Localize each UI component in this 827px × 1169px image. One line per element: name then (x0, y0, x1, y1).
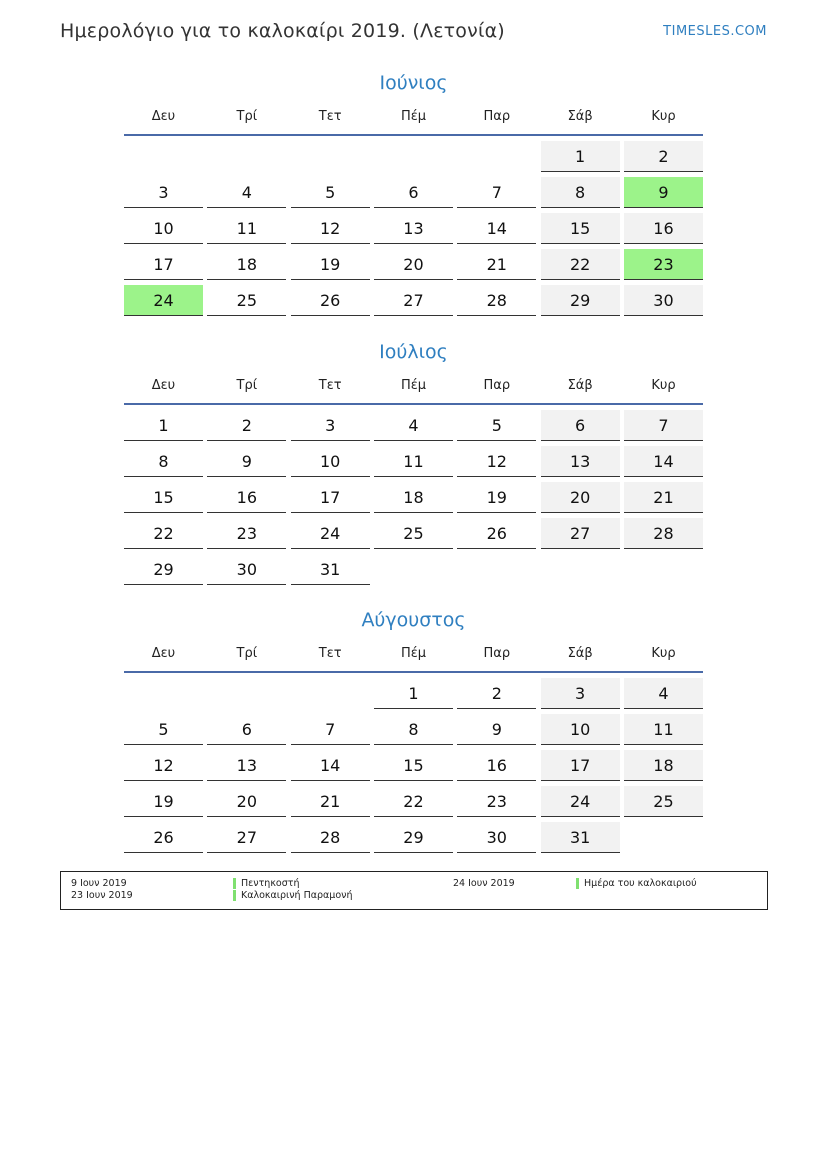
day-cell: 23 (207, 518, 286, 549)
day-cell: 27 (541, 518, 620, 549)
weekday-label: Πέμ (400, 108, 427, 124)
day-cell: 9 (624, 177, 703, 208)
day-cell: 10 (291, 446, 370, 477)
day-cell: 26 (457, 518, 536, 549)
weekday-label: Σάβ (567, 108, 593, 124)
legend-color-marker (233, 878, 236, 889)
day-cell: 1 (541, 141, 620, 172)
day-cell: 17 (541, 750, 620, 781)
day-cell: 6 (374, 177, 453, 208)
day-cell: 28 (624, 518, 703, 549)
day-cell: 20 (207, 786, 286, 817)
empty-cell (457, 141, 536, 172)
month-june (124, 68, 703, 321)
day-cell: 25 (624, 786, 703, 817)
day-cell: 11 (374, 446, 453, 477)
day-cell: 5 (291, 177, 370, 208)
weekday-header (124, 98, 703, 136)
day-cell: 29 (374, 822, 453, 853)
weekday-label: Παρ (483, 108, 511, 124)
day-cell: 16 (457, 750, 536, 781)
day-cell: 24 (541, 786, 620, 817)
weekday-label: Τρί (236, 108, 258, 124)
day-grid (124, 141, 703, 321)
page-title: Ημερολόγιο για το καλοκαίρι 2019. (Λετονία) (60, 20, 505, 42)
empty-cell (291, 678, 370, 709)
month-title: Ιούνιος (379, 72, 448, 94)
day-cell: 13 (541, 446, 620, 477)
day-cell: 14 (457, 213, 536, 244)
day-cell: 15 (541, 213, 620, 244)
day-cell: 31 (291, 554, 370, 585)
day-cell: 31 (541, 822, 620, 853)
day-grid (124, 678, 703, 858)
empty-cell (207, 141, 286, 172)
day-cell: 26 (124, 822, 203, 853)
day-cell: 20 (374, 249, 453, 280)
day-cell: 16 (624, 213, 703, 244)
day-cell: 24 (124, 285, 203, 316)
day-cell: 10 (541, 714, 620, 745)
day-cell: 6 (207, 714, 286, 745)
day-cell: 1 (124, 410, 203, 441)
day-cell: 4 (207, 177, 286, 208)
day-cell: 1 (374, 678, 453, 709)
empty-cell (124, 678, 203, 709)
empty-cell (374, 141, 453, 172)
day-cell: 14 (291, 750, 370, 781)
day-cell: 15 (124, 482, 203, 513)
day-cell: 12 (124, 750, 203, 781)
day-cell: 12 (457, 446, 536, 477)
empty-cell (291, 141, 370, 172)
empty-cell (207, 678, 286, 709)
empty-cell (124, 141, 203, 172)
day-cell: 8 (374, 714, 453, 745)
weekday-label: Κυρ (651, 108, 676, 124)
weekday-label: Τετ (318, 377, 342, 393)
day-cell: 5 (124, 714, 203, 745)
day-cell: 8 (124, 446, 203, 477)
day-cell: 7 (291, 714, 370, 745)
day-cell: 6 (541, 410, 620, 441)
legend-date: 9 Ιουν 2019 (71, 878, 127, 889)
weekday-header (124, 635, 703, 673)
day-cell: 4 (374, 410, 453, 441)
weekday-label: Δευ (151, 377, 176, 393)
day-cell: 5 (457, 410, 536, 441)
day-cell: 14 (624, 446, 703, 477)
weekday-label: Δευ (151, 645, 176, 661)
day-cell: 9 (207, 446, 286, 477)
legend-label: Καλοκαιρινή Παραμονή (241, 890, 353, 901)
weekday-label: Δευ (151, 108, 176, 124)
day-cell: 3 (291, 410, 370, 441)
month-title: Ιούλιος (379, 341, 448, 363)
day-cell: 19 (124, 786, 203, 817)
day-cell: 7 (457, 177, 536, 208)
day-cell: 11 (207, 213, 286, 244)
day-cell: 3 (124, 177, 203, 208)
day-cell: 4 (624, 678, 703, 709)
site-link[interactable]: TIMESLES.COM (663, 24, 767, 39)
day-cell: 27 (207, 822, 286, 853)
day-cell: 9 (457, 714, 536, 745)
weekday-label: Τρί (236, 645, 258, 661)
day-cell: 19 (457, 482, 536, 513)
weekday-label: Παρ (483, 377, 511, 393)
day-cell: 28 (457, 285, 536, 316)
weekday-label: Τετ (318, 108, 342, 124)
day-cell: 13 (374, 213, 453, 244)
day-cell: 13 (207, 750, 286, 781)
day-cell: 3 (541, 678, 620, 709)
day-cell: 23 (624, 249, 703, 280)
weekday-label: Πέμ (400, 645, 427, 661)
weekday-header (124, 367, 703, 405)
weekday-label: Κυρ (651, 377, 676, 393)
day-cell: 29 (541, 285, 620, 316)
day-cell: 2 (457, 678, 536, 709)
day-cell: 15 (374, 750, 453, 781)
day-cell: 21 (624, 482, 703, 513)
legend-color-marker (233, 890, 236, 901)
legend-label: Ημέρα του καλοκαιριού (584, 878, 697, 889)
day-cell: 18 (207, 249, 286, 280)
day-cell: 25 (374, 518, 453, 549)
month-august (124, 605, 703, 858)
legend-label: Πεντηκοστή (241, 878, 300, 889)
weekday-label: Σάβ (567, 645, 593, 661)
day-cell: 12 (291, 213, 370, 244)
day-cell: 27 (374, 285, 453, 316)
day-cell: 19 (291, 249, 370, 280)
day-cell: 18 (624, 750, 703, 781)
page-header (60, 18, 767, 48)
day-cell: 23 (457, 786, 536, 817)
day-cell: 21 (457, 249, 536, 280)
weekday-label: Κυρ (651, 645, 676, 661)
day-cell: 8 (541, 177, 620, 208)
legend-date: 24 Ιουν 2019 (453, 878, 515, 889)
month-july (124, 337, 703, 590)
weekday-label: Παρ (483, 645, 511, 661)
day-cell: 16 (207, 482, 286, 513)
day-cell: 28 (291, 822, 370, 853)
legend-color-marker (576, 878, 579, 889)
weekday-label: Σάβ (567, 377, 593, 393)
day-cell: 17 (291, 482, 370, 513)
weekday-label: Τετ (318, 645, 342, 661)
day-cell: 30 (207, 554, 286, 585)
day-cell: 29 (124, 554, 203, 585)
day-grid (124, 410, 703, 590)
day-cell: 2 (624, 141, 703, 172)
day-cell: 20 (541, 482, 620, 513)
day-cell: 26 (291, 285, 370, 316)
day-cell: 24 (291, 518, 370, 549)
day-cell: 21 (291, 786, 370, 817)
day-cell: 22 (374, 786, 453, 817)
day-cell: 22 (541, 249, 620, 280)
day-cell: 7 (624, 410, 703, 441)
weekday-label: Τρί (236, 377, 258, 393)
month-title: Αύγουστος (361, 609, 466, 631)
day-cell: 18 (374, 482, 453, 513)
day-cell: 10 (124, 213, 203, 244)
legend-date: 23 Ιουν 2019 (71, 890, 133, 901)
day-cell: 17 (124, 249, 203, 280)
day-cell: 11 (624, 714, 703, 745)
day-cell: 22 (124, 518, 203, 549)
holiday-legend (60, 871, 768, 910)
day-cell: 25 (207, 285, 286, 316)
weekday-label: Πέμ (400, 377, 427, 393)
day-cell: 2 (207, 410, 286, 441)
day-cell: 30 (624, 285, 703, 316)
day-cell: 30 (457, 822, 536, 853)
